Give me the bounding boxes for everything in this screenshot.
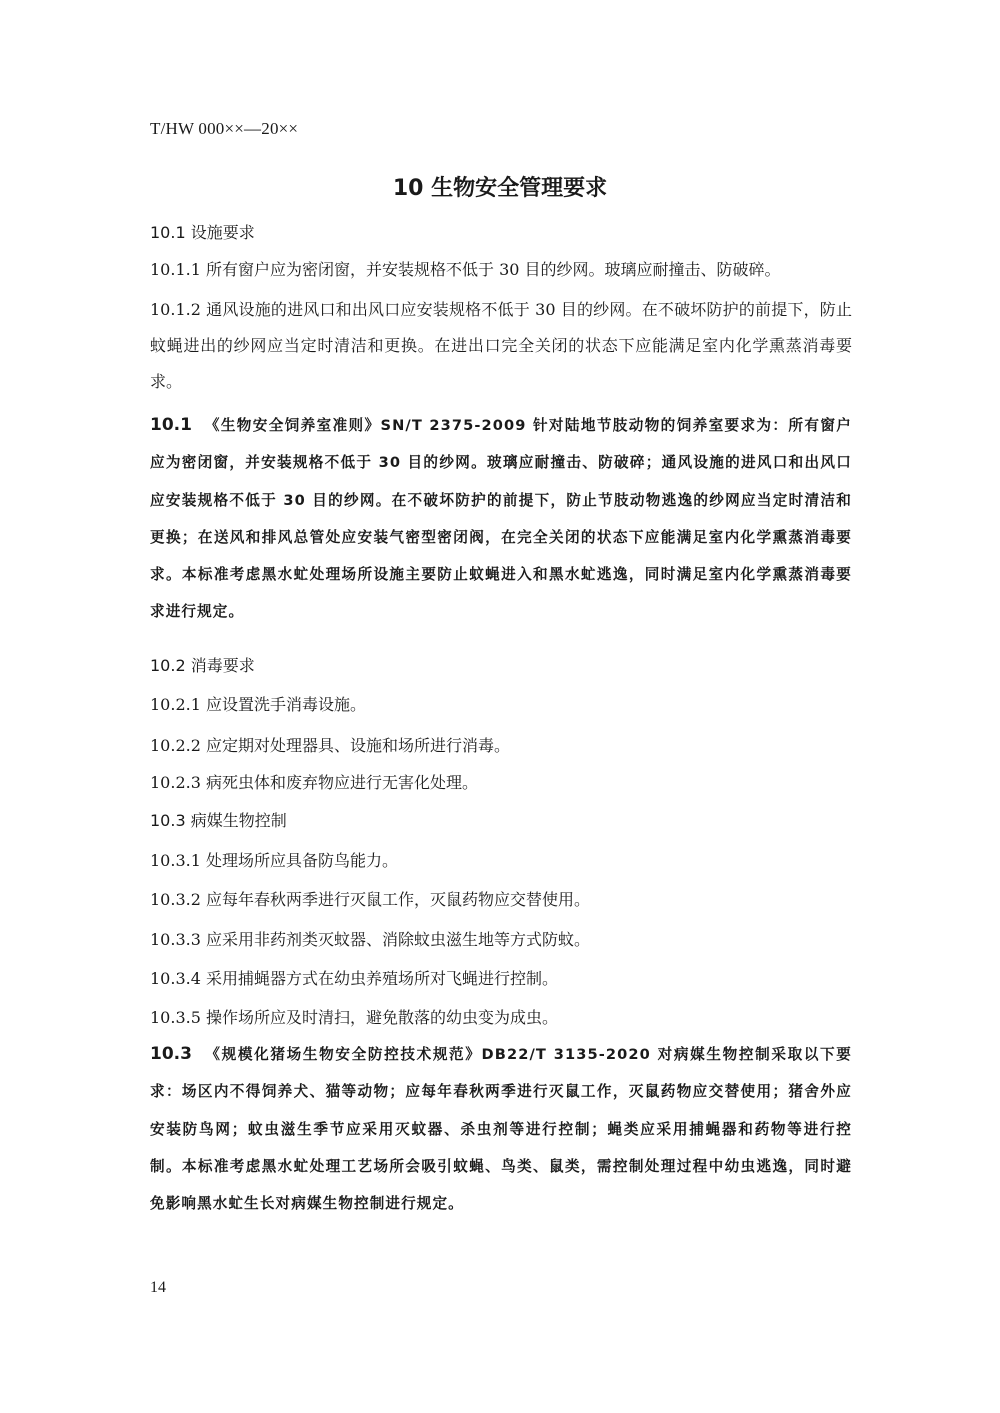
clause-10-2-3: 10.2.3 病死虫体和废弃物应进行无害化处理。 [150,773,478,792]
clause-10-2-1: 10.2.1 应设置洗手消毒设施。 [150,695,366,714]
note-text: 《规模化猪场生物安全防控技术规范》DB22/T 3135-2020 对病媒生物控制采取以下要求：场区内不得饲养犬、猫等动物；应每年春秋两季进行灭鼠工作，灭鼠药物应交替使用；猪舍外应安装防鸟网；蚊虫滋生季节应采用灭蚊器、杀虫剂等进行控制；蝇类应采用捕蝇器和药物等进行控制。本标准考虑黑水虻处理工艺场所会吸引蚊蝇、鸟类、鼠类，需控制处理过程中幼虫逃逸，同时避免影响黑水虻生长对病媒生物控制进行规定。 [150,1046,852,1213]
note-lead-number: 10.3 [150,1044,192,1064]
chapter-title: 10 生物安全管理要求 [392,176,608,201]
explanatory-note-10-3 [150,1036,852,1222]
section-heading-10-3: 10.3 病媒生物控制 [150,811,287,830]
section-heading-10-2: 10.2 消毒要求 [150,656,255,675]
document-code-header: T/HW 000××—20×× [150,119,299,138]
explanatory-note-10-1 [150,407,852,631]
clause-10-3-3: 10.3.3 应采用非药剂类灭蚊器、消除蚊虫滋生地等方式防蚊。 [150,930,590,949]
page-number: 14 [150,1279,166,1296]
clause-10-3-2: 10.3.2 应每年春秋两季进行灭鼠工作，灭鼠药物应交替使用。 [150,890,590,909]
clause-10-1-1: 10.1.1 所有窗户应为密闭窗，并安装规格不低于 30 目的纱网。玻璃应耐撞击、防破碎。 [150,260,781,279]
clause-10-2-2: 10.2.2 应定期对处理器具、设施和场所进行消毒。 [150,736,510,755]
clause-10-3-1: 10.3.1 处理场所应具备防鸟能力。 [150,851,398,870]
note-lead-number: 10.1 [150,415,192,435]
note-text: 《生物安全饲养室准则》SN/T 2375-2009 针对陆地节肢动物的饲养室要求为：所有窗户应为密闭窗，并安装规格不低于 30 目的纱网。玻璃应耐撞击、防破碎；通风设施的进风口和出风口应安装规格不低于 30 目的纱网。在不破坏防护的前提下，防止节肢动物逃逸的纱网应当定时清洁和更换；在送风和排风总管处应安装气密型密闭阀，在完全关闭的状态下应能满足室内化学熏蒸消毒要求。本标准考虑黑水虻处理场所设施主要防止蚊蝇进入和黑水虻逃逸，同时满足室内化学熏蒸消毒要求进行规定。 [150,417,852,621]
clause-10-3-4: 10.3.4 采用捕蝇器方式在幼虫养殖场所对飞蝇进行控制。 [150,969,558,988]
section-heading-10-1: 10.1 设施要求 [150,223,255,242]
clause-10-3-5: 10.3.5 操作场所应及时清扫，避免散落的幼虫变为成虫。 [150,1008,558,1027]
clause-10-1-2: 10.1.2 通风设施的进风口和出风口应安装规格不低于 30 目的纱网。在不破坏防护的前提下，防止蚊蝇进出的纱网应当定时清洁和更换。在进出口完全关闭的状态下应能满足室内化学熏蒸消毒要求。 [150,300,852,391]
